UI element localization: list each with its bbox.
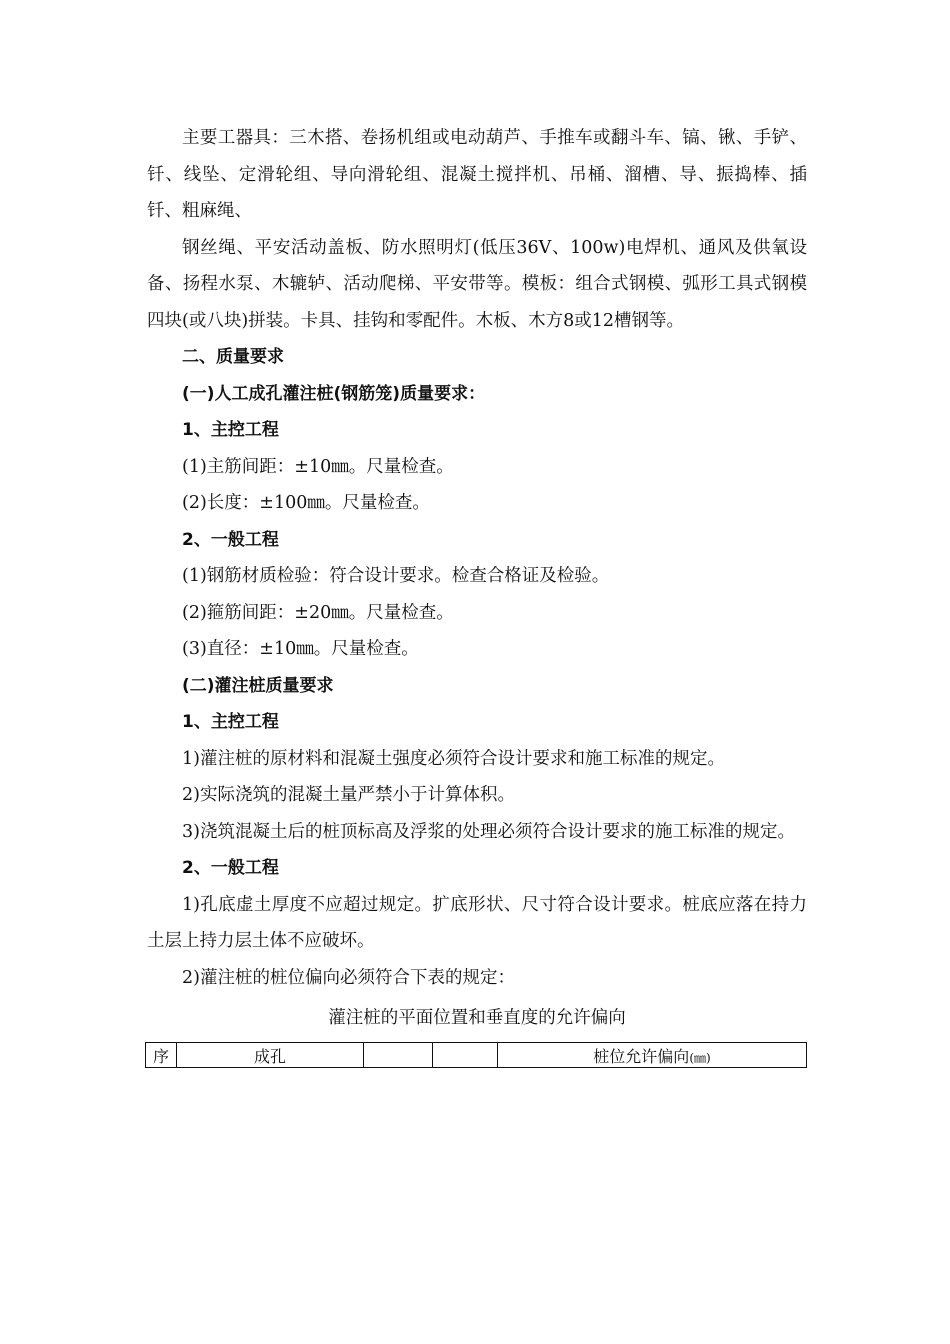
list-item: 2)灌注桩的桩位偏向必须符合下表的规定： xyxy=(182,967,515,988)
list-item: (3)直径：±10㎜。尺量检查。 xyxy=(182,639,419,659)
paragraph-tools-continued: 钢丝绳、平安活动盖板、防水照明灯(低压36V、100w)电焊机、通风及供氧设备、扬程水泵、木辘轳、活动爬梯、平安带等。模板：组合式钢模、弧形工具式钢模四块(或八块)拼装。卡具、挂钩和零配件。木板、木方8或12槽钢等。 xyxy=(147,237,807,331)
subsection-2-general-heading: 2、一般工程 xyxy=(182,858,279,878)
list-item: 2)实际浇筑的混凝土量严禁小于计算体积。 xyxy=(182,785,515,805)
deviation-table xyxy=(145,1042,807,1068)
table-header-cell: 序 xyxy=(146,1043,177,1068)
list-item: (1)钢筋材质检验：符合设计要求。检查合格证及检验。 xyxy=(182,566,610,586)
table-header-cell xyxy=(498,1043,807,1068)
list-item: 1)孔底虚土厚度不应超过规定。扩底形状、尺寸符合设计要求。桩底应落在持力土层上持力层土体不应破坏。 xyxy=(147,894,807,951)
table-header-unit: (㎜) xyxy=(689,1050,711,1065)
subsection-2-main-heading: 1、主控工程 xyxy=(182,712,279,732)
list-item: 1)灌注桩的原材料和混凝土强度必须符合设计要求和施工标准的规定。 xyxy=(182,748,725,769)
subsection-1-general-heading: 2、一般工程 xyxy=(182,529,279,550)
table-caption: 灌注桩的平面位置和垂直度的允许偏向 xyxy=(328,1008,626,1028)
list-item: 3)浇筑混凝土后的桩顶标高及浮浆的处理必须符合设计要求的施工标准的规定。 xyxy=(182,821,795,842)
section-title: 二、质量要求 xyxy=(182,347,284,367)
list-item: (2)长度：±100㎜。尺量检查。 xyxy=(182,493,430,513)
subsection-title-2: (二)灌注桩质量要求 xyxy=(182,675,334,696)
paragraph-tools: 主要工器具：三木搭、卷扬机组或电动葫芦、手推车或翻斗车、镐、锹、手铲、钎、线坠、定滑轮组、导向滑轮组、混凝土搅拌机、吊桶、溜槽、导、振捣棒、插钎、粗麻绳、 xyxy=(147,128,807,221)
table-header-cell xyxy=(364,1043,433,1068)
table-header-cell: 成孔 xyxy=(177,1043,364,1068)
table-header-cell xyxy=(433,1043,498,1068)
subsection-1-main-heading: 1、主控工程 xyxy=(182,420,279,440)
document-page xyxy=(147,120,807,1068)
subsection-title-1: (一)人工成孔灌注桩(钢筋笼)质量要求： xyxy=(182,383,486,404)
table-header-label: 桩位允许偏向 xyxy=(593,1046,690,1066)
list-item: (2)箍筋间距：±20㎜。尺量检查。 xyxy=(182,602,454,623)
list-item: (1)主筋间距：±10㎜。尺量检查。 xyxy=(182,456,454,477)
table-header-row xyxy=(146,1043,807,1068)
